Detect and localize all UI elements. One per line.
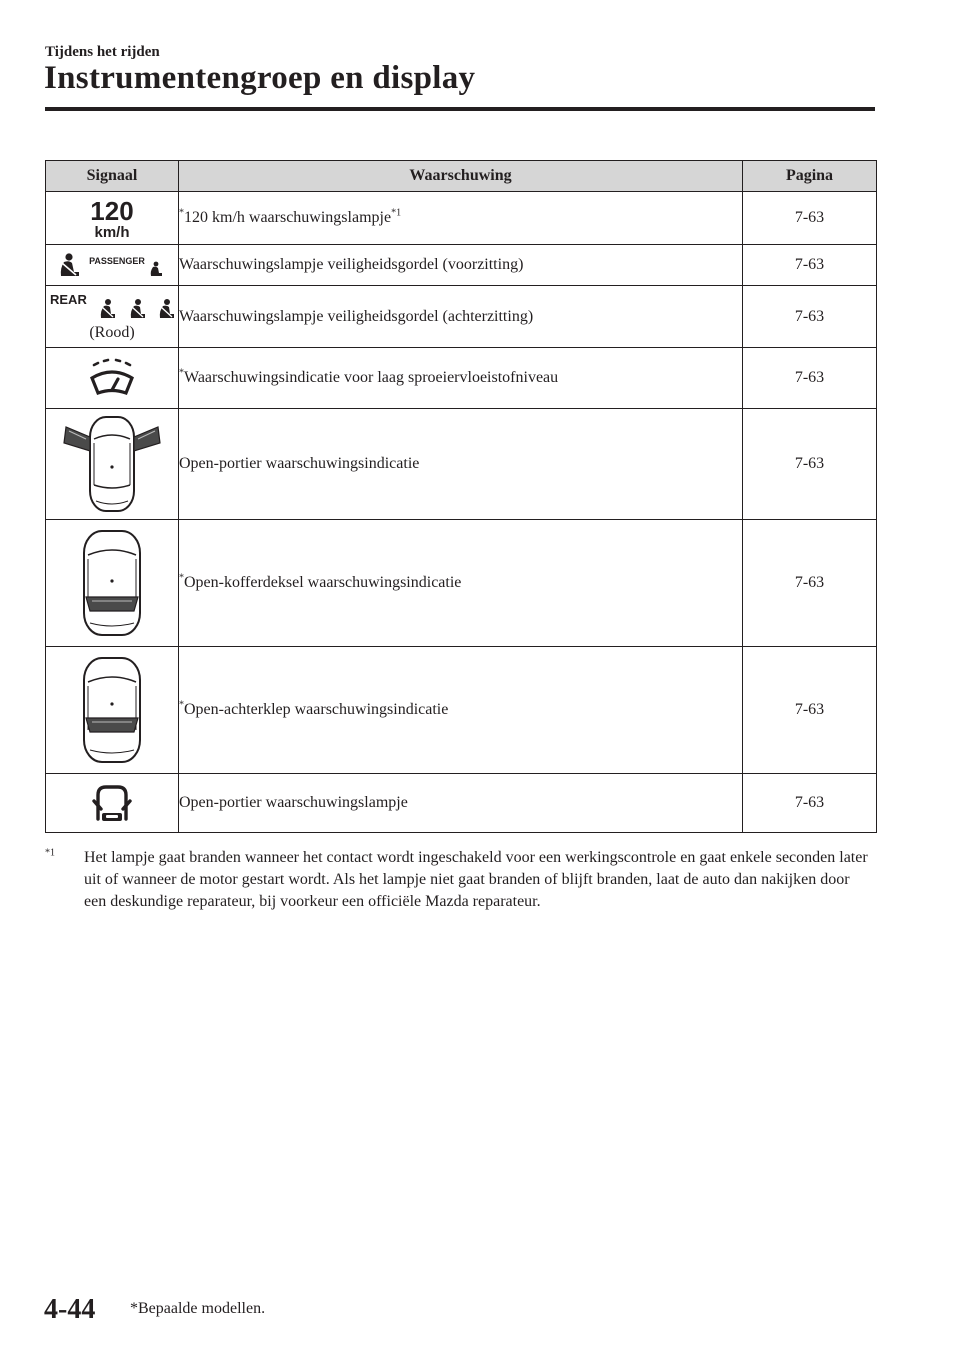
optional-star: * [179,207,184,219]
warning-cell [179,647,743,774]
speed-120-kmh-icon [86,196,138,240]
table-row [46,774,877,833]
warning-cell [179,774,743,833]
washer-fluid-icon [86,358,138,398]
warning-text: Open-kofferdeksel waarschuwingsindicatie [184,574,462,591]
table-row [46,520,877,647]
table-row [46,348,877,409]
footnote-text: Het lampje gaat branden wanneer het contact wordt ingeschakeld voor een werkingscontrole en gaat enkele seconden later uit of wanneer de motor gestart wordt. Als het lampje niet gaat branden of blijft branden, laat de auto dan nakijken door een deskundige reparateur, bij voorkeur een officiële Mazda reparateur. [84,849,868,910]
page-ref: 7-63 [743,774,877,833]
header-pagina: Pagina [743,161,877,192]
page-ref: 7-63 [743,286,877,348]
warning-cell [179,348,743,409]
table-row [46,192,877,245]
table-row [46,245,877,286]
page-ref: 7-63 [743,647,877,774]
passenger-label: PASSENGER [89,256,145,266]
speed-120-label: 120 [90,196,134,226]
header-signaal: Signaal [46,161,179,192]
page-ref: 7-63 [743,245,877,286]
title-rule [45,107,875,111]
car-liftgate-open-icon [74,654,150,766]
footnote-ref: *1 [391,207,402,219]
page-number: 4-44 [44,1294,96,1325]
warning-text: 120 km/h waarschuwingslampje [184,209,392,226]
signal-cell [46,520,179,647]
signal-cell [46,774,179,833]
page-ref: 7-63 [743,348,877,409]
rear-label: REAR [50,291,87,307]
warning-text: Open-portier waarschuwingsindicatie [179,455,420,472]
warning-cell [179,520,743,647]
page-title: Instrumentengroep en display [44,60,476,96]
seatbelt-passenger-icon [57,251,167,279]
page-ref: 7-63 [743,192,877,245]
signal-cell [46,409,179,520]
signal-cell [46,348,179,409]
warning-cell [179,286,743,348]
warning-text: Open-achterklep waarschuwingsindicatie [184,701,449,718]
optional-star: * [179,367,184,379]
warning-text: Waarschuwingsindicatie voor laag sproeiervloeistofniveau [184,369,559,386]
footer-note: *Bepaalde modellen. [130,1300,266,1317]
section-heading: Tijdens het rijden [45,44,160,60]
signal-cell [46,245,179,286]
table-row [46,409,877,520]
signal-cell [46,647,179,774]
header-waarschuwing: Waarschuwing [179,161,743,192]
car-doors-open-icon [56,413,168,515]
table-row [46,647,877,774]
optional-star: * [179,699,184,711]
color-caption: (Rood) [89,323,135,341]
warning-cell [179,245,743,286]
signal-cell [46,286,179,348]
warning-text: Waarschuwingslampje veiligheidsgordel (achterzitting) [179,307,534,325]
footnote [45,847,875,913]
warning-text: Open-portier waarschuwingslampje [179,794,408,811]
optional-star: * [179,572,184,584]
table-row [46,286,877,348]
door-ajar-icon [88,781,136,825]
page-ref: 7-63 [743,409,877,520]
seatbelt-rear-icon [48,292,176,322]
page-ref: 7-63 [743,520,877,647]
footnote-mark: *1 [45,847,55,859]
warning-cell [179,192,743,245]
warning-cell [179,409,743,520]
speed-unit-label: km/h [94,224,130,240]
table-header-row [46,161,877,192]
car-trunk-open-icon [74,527,150,639]
signal-table [45,160,877,833]
warning-text: Waarschuwingslampje veiligheidsgordel (voorzitting) [179,256,524,273]
signal-cell [46,192,179,245]
